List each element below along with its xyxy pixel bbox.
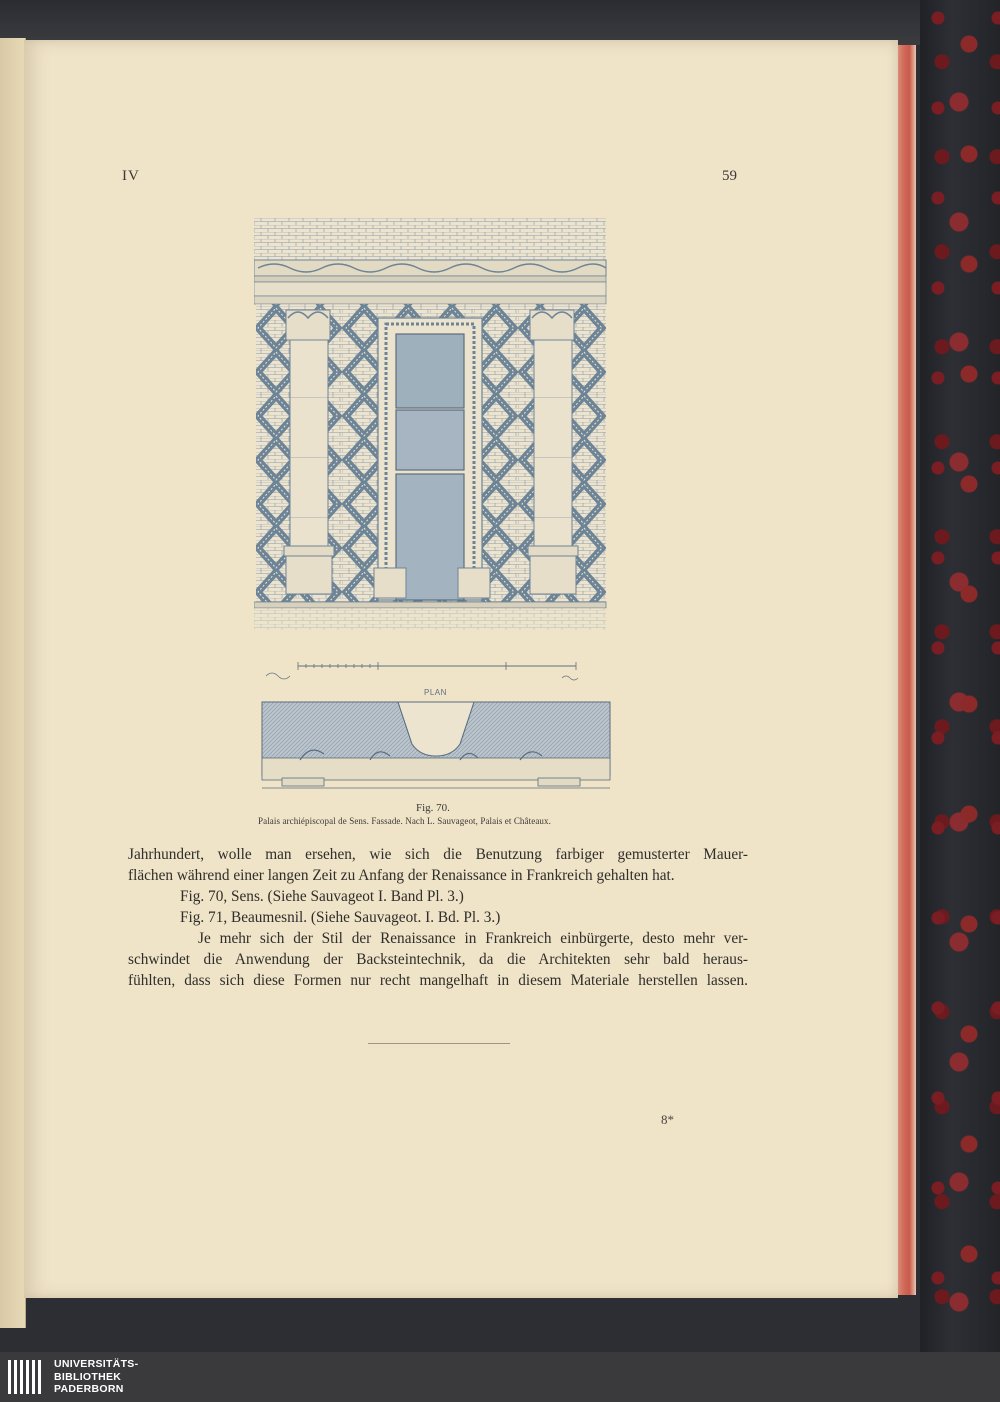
library-logo-icon xyxy=(8,1358,48,1396)
body-line: fühlten, dass sich diese Formen nur recht mangelhaft in diesem Materiale herstellen lassen. xyxy=(128,972,748,989)
page-number: 59 xyxy=(722,168,737,184)
signature-mark: 8* xyxy=(661,1112,674,1127)
body-line: Fig. 71, Beaumesnil. (Siehe Sauvageot. I. Bd. Pl. 3.) xyxy=(180,909,501,926)
library-name-line: UNIVERSITÄTS- xyxy=(54,1358,139,1370)
body-line: schwindet die Anwendung der Backsteintechnik, da die Architekten sehr bald heraus- xyxy=(128,951,748,968)
body-line: flächen während einer langen Zeit zu Anfang der Renaissance in Frankreich gehalten hat. xyxy=(128,867,675,884)
plan-label: PLAN xyxy=(424,688,447,697)
left-page-edge xyxy=(0,38,26,1328)
body-line: Fig. 70, Sens. (Siehe Sauvageot I. Band Pl. 3.) xyxy=(180,888,464,905)
facade-illustration xyxy=(254,218,610,634)
library-footer xyxy=(0,1352,1000,1402)
plan-drawing xyxy=(260,700,612,792)
body-text xyxy=(128,844,748,991)
body-line: Jahrhundert, wolle man ersehen, wie sich die Benutzung farbiger gemusterter Mauer- xyxy=(128,846,748,863)
body-line: Je mehr sich der Stil der Renaissance in Frankreich einbürgerte, desto mehr ver- xyxy=(198,930,748,947)
running-head-left: IV xyxy=(122,168,140,184)
marbled-cover xyxy=(920,0,1000,1352)
library-name-line: BIBLIOTHEK xyxy=(54,1370,122,1383)
scale-bar xyxy=(262,658,608,682)
library-name-line: PADERBORN xyxy=(54,1383,124,1395)
figure-number: Fig. 70. xyxy=(416,802,450,814)
book-top-edge xyxy=(0,0,1000,45)
figure-caption: Palais archiépiscopal de Sens. Fassade. Nach L. Sauvageot, Palais et Châteaux. xyxy=(258,816,551,826)
library-name xyxy=(54,1358,138,1396)
section-divider xyxy=(368,1043,510,1044)
